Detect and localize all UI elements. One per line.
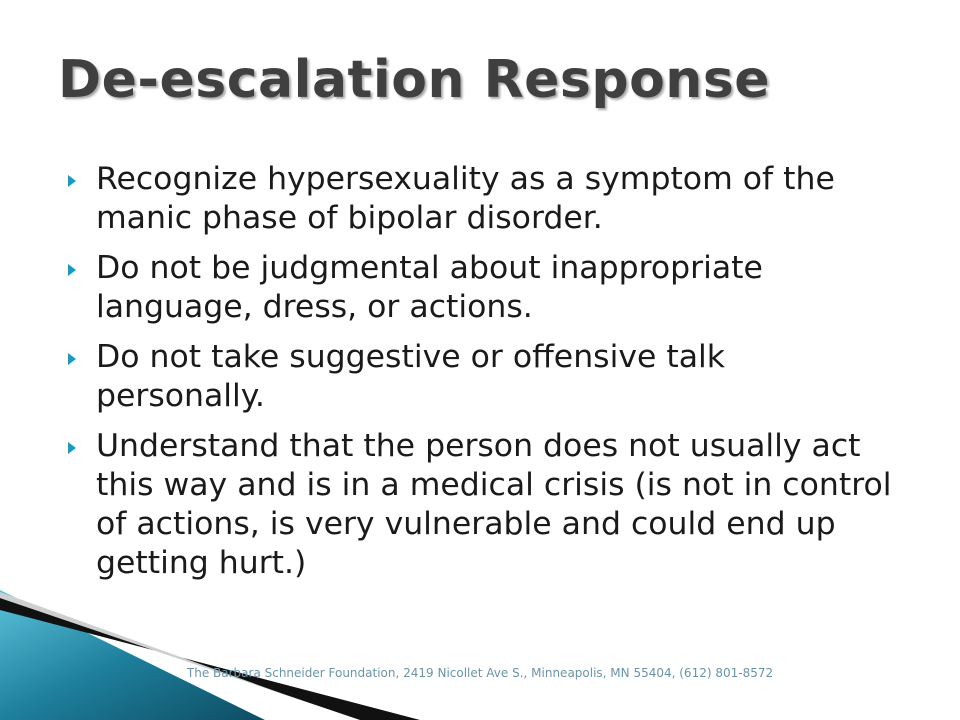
bullet-text: Do not be judgmental about inappropriate language, dress, or actions. [96,250,763,325]
bullet-arrow-icon [68,264,76,276]
bullet-item [58,160,898,238]
bullet-item [58,338,898,416]
bullet-arrow-icon [68,442,76,454]
slide-title: De-escalation Response [58,50,771,110]
bullet-text: Do not take suggestive or offensive talk personally. [96,339,726,414]
bullet-item [58,427,898,583]
bullet-list [58,160,898,594]
footer-text: The Barbara Schneider Foundation, 2419 Nicollet Ave S., Minneapolis, MN 55404, (612) 801-8572 [186,666,774,680]
corner-swoosh-decoration [0,590,420,720]
bullet-text: Recognize hypersexuality as a symptom of the manic phase of bipolar disorder. [96,161,835,236]
bullet-item [58,249,898,327]
bullet-arrow-icon [68,353,76,365]
bullet-arrow-icon [68,175,76,187]
bullet-text: Understand that the person does not usually act this way and is in a medical crisis (is not in control of actions, is very vulnerable and could end up getting hurt.) [96,428,892,581]
